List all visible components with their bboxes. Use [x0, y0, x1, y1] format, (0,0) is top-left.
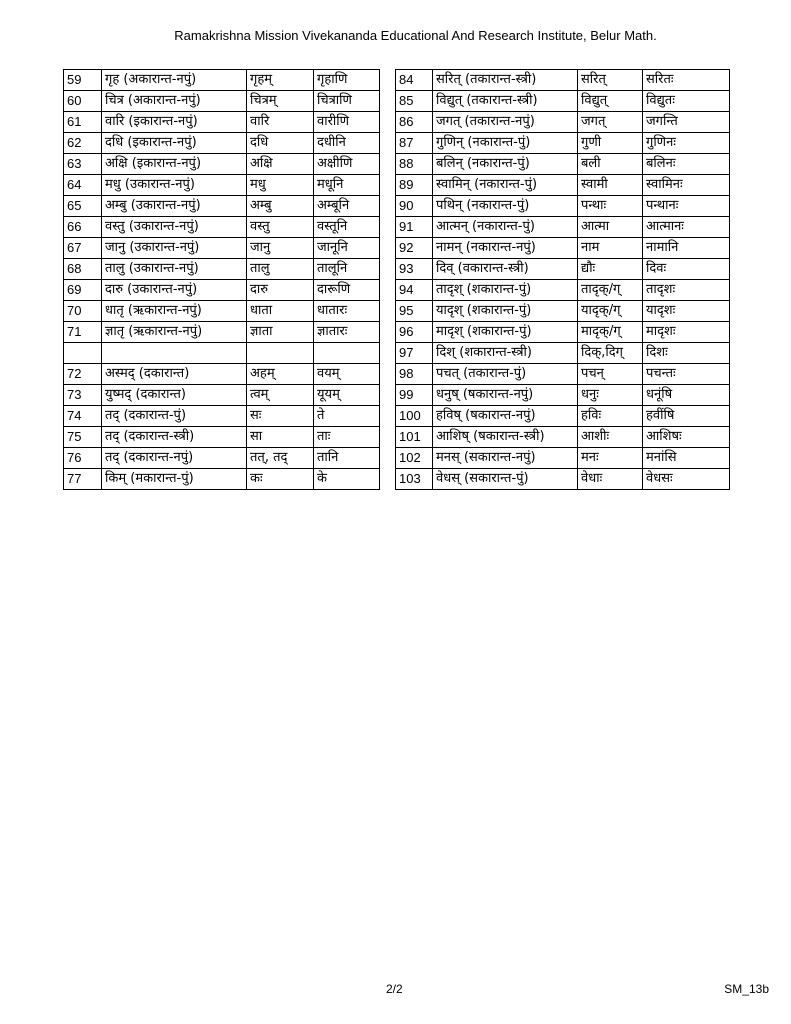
- plural-form: अम्बूनि: [314, 196, 380, 217]
- table-row: [396, 133, 730, 154]
- table-row: [64, 427, 380, 448]
- singular-form: कः: [247, 469, 314, 490]
- row-number: 61: [64, 112, 102, 133]
- table-row: [396, 322, 730, 343]
- row-number: 73: [64, 385, 102, 406]
- word-stem: दिव् (वकारान्त-स्त्री): [433, 259, 578, 280]
- row-number: 103: [396, 469, 433, 490]
- singular-form: दारु: [247, 280, 314, 301]
- singular-form: अम्बु: [247, 196, 314, 217]
- plural-form: दारूणि: [314, 280, 380, 301]
- plural-form: नामानि: [643, 238, 730, 259]
- word-stem: तालु (उकारान्त-नपुं): [102, 259, 247, 280]
- singular-form: मनः: [578, 448, 643, 469]
- table-row: [396, 427, 730, 448]
- plural-form: धातारः: [314, 301, 380, 322]
- page-number: 2/2: [386, 982, 403, 996]
- row-number: 102: [396, 448, 433, 469]
- plural-form: तानि: [314, 448, 380, 469]
- singular-form: आशीः: [578, 427, 643, 448]
- table-row: [396, 259, 730, 280]
- page-header: Ramakrishna Mission Vivekananda Educational And Research Institute, Belur Math.: [174, 28, 657, 43]
- plural-form: वयम्: [314, 364, 380, 385]
- row-number: 64: [64, 175, 102, 196]
- word-stem: बलिन् (नकारान्त-पुं): [433, 154, 578, 175]
- plural-form: [314, 343, 380, 364]
- word-stem: यादृश् (शकारान्त-पुं): [433, 301, 578, 322]
- row-number: 65: [64, 196, 102, 217]
- word-stem: जानु (उकारान्त-नपुं): [102, 238, 247, 259]
- singular-form: आत्मा: [578, 217, 643, 238]
- table-row: [396, 196, 730, 217]
- row-number: 95: [396, 301, 433, 322]
- plural-form: के: [314, 469, 380, 490]
- plural-form: वारीणि: [314, 112, 380, 133]
- table-row: [396, 175, 730, 196]
- row-number: 63: [64, 154, 102, 175]
- row-number: 87: [396, 133, 433, 154]
- row-number: 66: [64, 217, 102, 238]
- word-stem: आत्मन् (नकारान्त-पुं): [433, 217, 578, 238]
- word-stem: धनुष् (षकारान्त-नपुं): [433, 385, 578, 406]
- singular-form: हविः: [578, 406, 643, 427]
- plural-form: यूयम्: [314, 385, 380, 406]
- row-number: 94: [396, 280, 433, 301]
- singular-form: धनुः: [578, 385, 643, 406]
- word-stem: धातृ (ऋकारान्त-नपुं): [102, 301, 247, 322]
- row-number: 60: [64, 91, 102, 112]
- row-number: 59: [64, 70, 102, 91]
- singular-form: दधि: [247, 133, 314, 154]
- row-number: 96: [396, 322, 433, 343]
- row-number: 98: [396, 364, 433, 385]
- plural-form: जानूनि: [314, 238, 380, 259]
- word-stem: जगत् (तकारान्त-नपुं): [433, 112, 578, 133]
- table-row: [64, 175, 380, 196]
- table-row: [64, 154, 380, 175]
- plural-form: वस्तूनि: [314, 217, 380, 238]
- singular-form: मधु: [247, 175, 314, 196]
- plural-form: दिवः: [643, 259, 730, 280]
- word-stem: सरित् (तकारान्त-स्त्री): [433, 70, 578, 91]
- word-stem: [102, 343, 247, 364]
- singular-form: त्वम्: [247, 385, 314, 406]
- plural-form: ज्ञातारः: [314, 322, 380, 343]
- plural-form: ताः: [314, 427, 380, 448]
- singular-form: स्वामी: [578, 175, 643, 196]
- row-number: 88: [396, 154, 433, 175]
- row-number: 90: [396, 196, 433, 217]
- singular-form: गृहम्: [247, 70, 314, 91]
- word-stem: अस्मद् (दकारान्त): [102, 364, 247, 385]
- singular-form: तालु: [247, 259, 314, 280]
- singular-form: धाता: [247, 301, 314, 322]
- plural-form: आत्मानः: [643, 217, 730, 238]
- table-row: [396, 91, 730, 112]
- word-stem: वस्तु (उकारान्त-नपुं): [102, 217, 247, 238]
- table-row: [396, 364, 730, 385]
- singular-form: नाम: [578, 238, 643, 259]
- row-number: 91: [396, 217, 433, 238]
- plural-form: पन्थानः: [643, 196, 730, 217]
- word-stem: विद्युत् (तकारान्त-स्त्री): [433, 91, 578, 112]
- table-row: [64, 301, 380, 322]
- row-number: 74: [64, 406, 102, 427]
- singular-form: चित्रम्: [247, 91, 314, 112]
- word-stem: किम् (मकारान्त-पुं): [102, 469, 247, 490]
- word-stem: मनस् (सकारान्त-नपुं): [433, 448, 578, 469]
- plural-form: दधीनि: [314, 133, 380, 154]
- table-row: [64, 469, 380, 490]
- row-number: 89: [396, 175, 433, 196]
- table-row: [396, 238, 730, 259]
- singular-form: वेधाः: [578, 469, 643, 490]
- table-row: [396, 343, 730, 364]
- plural-form: बलिनः: [643, 154, 730, 175]
- table-row: [64, 322, 380, 343]
- table-row: [396, 448, 730, 469]
- row-number: 85: [396, 91, 433, 112]
- word-stem: आशिष् (षकारान्त-स्त्री): [433, 427, 578, 448]
- word-stem: ज्ञातृ (ऋकारान्त-नपुं): [102, 322, 247, 343]
- word-stem: गृह (अकारान्त-नपुं): [102, 70, 247, 91]
- word-stem: नामन् (नकारान्त-नपुं): [433, 238, 578, 259]
- word-stem: वेधस् (सकारान्त-पुं): [433, 469, 578, 490]
- plural-form: मनांसि: [643, 448, 730, 469]
- singular-form: [247, 343, 314, 364]
- table-row: [64, 70, 380, 91]
- word-stem: मधु (उकारान्त-नपुं): [102, 175, 247, 196]
- plural-form: चित्राणि: [314, 91, 380, 112]
- singular-form: द्यौः: [578, 259, 643, 280]
- table-row: [396, 112, 730, 133]
- row-number: 92: [396, 238, 433, 259]
- plural-form: तादृशः: [643, 280, 730, 301]
- plural-form: मादृशः: [643, 322, 730, 343]
- left-declension-table: [63, 69, 380, 490]
- right-declension-table: [395, 69, 730, 490]
- row-number: 93: [396, 259, 433, 280]
- table-row: [396, 469, 730, 490]
- word-stem: मादृश् (शकारान्त-पुं): [433, 322, 578, 343]
- word-stem: अम्बु (उकारान्त-नपुं): [102, 196, 247, 217]
- row-number: [64, 343, 102, 364]
- plural-form: हवींषि: [643, 406, 730, 427]
- plural-form: गुणिनः: [643, 133, 730, 154]
- singular-form: पन्थाः: [578, 196, 643, 217]
- singular-form: वस्तु: [247, 217, 314, 238]
- document-code: SM_13b: [724, 982, 769, 996]
- plural-form: अक्षीणि: [314, 154, 380, 175]
- table-row: [64, 133, 380, 154]
- table-row: [396, 70, 730, 91]
- row-number: 86: [396, 112, 433, 133]
- table-row: [64, 112, 380, 133]
- plural-form: स्वामिनः: [643, 175, 730, 196]
- singular-form: सः: [247, 406, 314, 427]
- word-stem: स्वामिन् (नकारान्त-पुं): [433, 175, 578, 196]
- singular-form: अहम्: [247, 364, 314, 385]
- plural-form: मधूनि: [314, 175, 380, 196]
- table-row: [396, 154, 730, 175]
- row-number: 76: [64, 448, 102, 469]
- singular-form: तत्, तद्: [247, 448, 314, 469]
- singular-form: यादृक्/ग्: [578, 301, 643, 322]
- row-number: 100: [396, 406, 433, 427]
- plural-form: ते: [314, 406, 380, 427]
- word-stem: दारु (उकारान्त-नपुं): [102, 280, 247, 301]
- table-row: [64, 448, 380, 469]
- table-row: [64, 259, 380, 280]
- row-number: 77: [64, 469, 102, 490]
- table-row: [396, 301, 730, 322]
- row-number: 69: [64, 280, 102, 301]
- word-stem: अक्षि (इकारान्त-नपुं): [102, 154, 247, 175]
- singular-form: दिक्,दिग्: [578, 343, 643, 364]
- row-number: 62: [64, 133, 102, 154]
- word-stem: तद् (दकारान्त-स्त्री): [102, 427, 247, 448]
- singular-form: मादृक्/ग्: [578, 322, 643, 343]
- singular-form: तादृक्/ग्: [578, 280, 643, 301]
- table-row: [64, 238, 380, 259]
- row-number: 97: [396, 343, 433, 364]
- singular-form: जानु: [247, 238, 314, 259]
- word-stem: पथिन् (नकारान्त-पुं): [433, 196, 578, 217]
- table-row: [64, 91, 380, 112]
- word-stem: दिश् (शकारान्त-स्त्री): [433, 343, 578, 364]
- table-row: [64, 280, 380, 301]
- plural-form: सरितः: [643, 70, 730, 91]
- table-row: [64, 406, 380, 427]
- singular-form: विद्युत्: [578, 91, 643, 112]
- word-stem: गुणिन् (नकारान्त-पुं): [433, 133, 578, 154]
- row-number: 70: [64, 301, 102, 322]
- plural-form: पचन्तः: [643, 364, 730, 385]
- table-row: [64, 364, 380, 385]
- word-stem: युष्मद् (दकारान्त): [102, 385, 247, 406]
- word-stem: हविष् (षकारान्त-नपुं): [433, 406, 578, 427]
- plural-form: जगन्ति: [643, 112, 730, 133]
- table-row: [396, 406, 730, 427]
- table-row: [396, 217, 730, 238]
- singular-form: अक्षि: [247, 154, 314, 175]
- singular-form: ज्ञाता: [247, 322, 314, 343]
- word-stem: तद् (दकारान्त-पुं): [102, 406, 247, 427]
- singular-form: जगत्: [578, 112, 643, 133]
- table-row: [64, 217, 380, 238]
- word-stem: तद् (दकारान्त-नपुं): [102, 448, 247, 469]
- row-number: 101: [396, 427, 433, 448]
- word-stem: पचत् (तकारान्त-पुं): [433, 364, 578, 385]
- row-number: 75: [64, 427, 102, 448]
- row-number: 84: [396, 70, 433, 91]
- plural-form: आशिषः: [643, 427, 730, 448]
- word-stem: वारि (इकारान्त-नपुं): [102, 112, 247, 133]
- word-stem: तादृश् (शकारान्त-पुं): [433, 280, 578, 301]
- plural-form: तालूनि: [314, 259, 380, 280]
- plural-form: वेधसः: [643, 469, 730, 490]
- table-row: [64, 343, 380, 364]
- plural-form: धनूंषि: [643, 385, 730, 406]
- word-stem: चित्र (अकारान्त-नपुं): [102, 91, 247, 112]
- singular-form: पचन्: [578, 364, 643, 385]
- table-row: [64, 196, 380, 217]
- row-number: 99: [396, 385, 433, 406]
- singular-form: गुणी: [578, 133, 643, 154]
- singular-form: सा: [247, 427, 314, 448]
- plural-form: विद्युतः: [643, 91, 730, 112]
- singular-form: वारि: [247, 112, 314, 133]
- row-number: 67: [64, 238, 102, 259]
- plural-form: यादृशः: [643, 301, 730, 322]
- row-number: 68: [64, 259, 102, 280]
- word-stem: दधि (इकारान्त-नपुं): [102, 133, 247, 154]
- row-number: 71: [64, 322, 102, 343]
- table-row: [64, 385, 380, 406]
- plural-form: दिशः: [643, 343, 730, 364]
- table-row: [396, 385, 730, 406]
- singular-form: सरित्: [578, 70, 643, 91]
- plural-form: गृहाणि: [314, 70, 380, 91]
- row-number: 72: [64, 364, 102, 385]
- singular-form: बली: [578, 154, 643, 175]
- table-row: [396, 280, 730, 301]
